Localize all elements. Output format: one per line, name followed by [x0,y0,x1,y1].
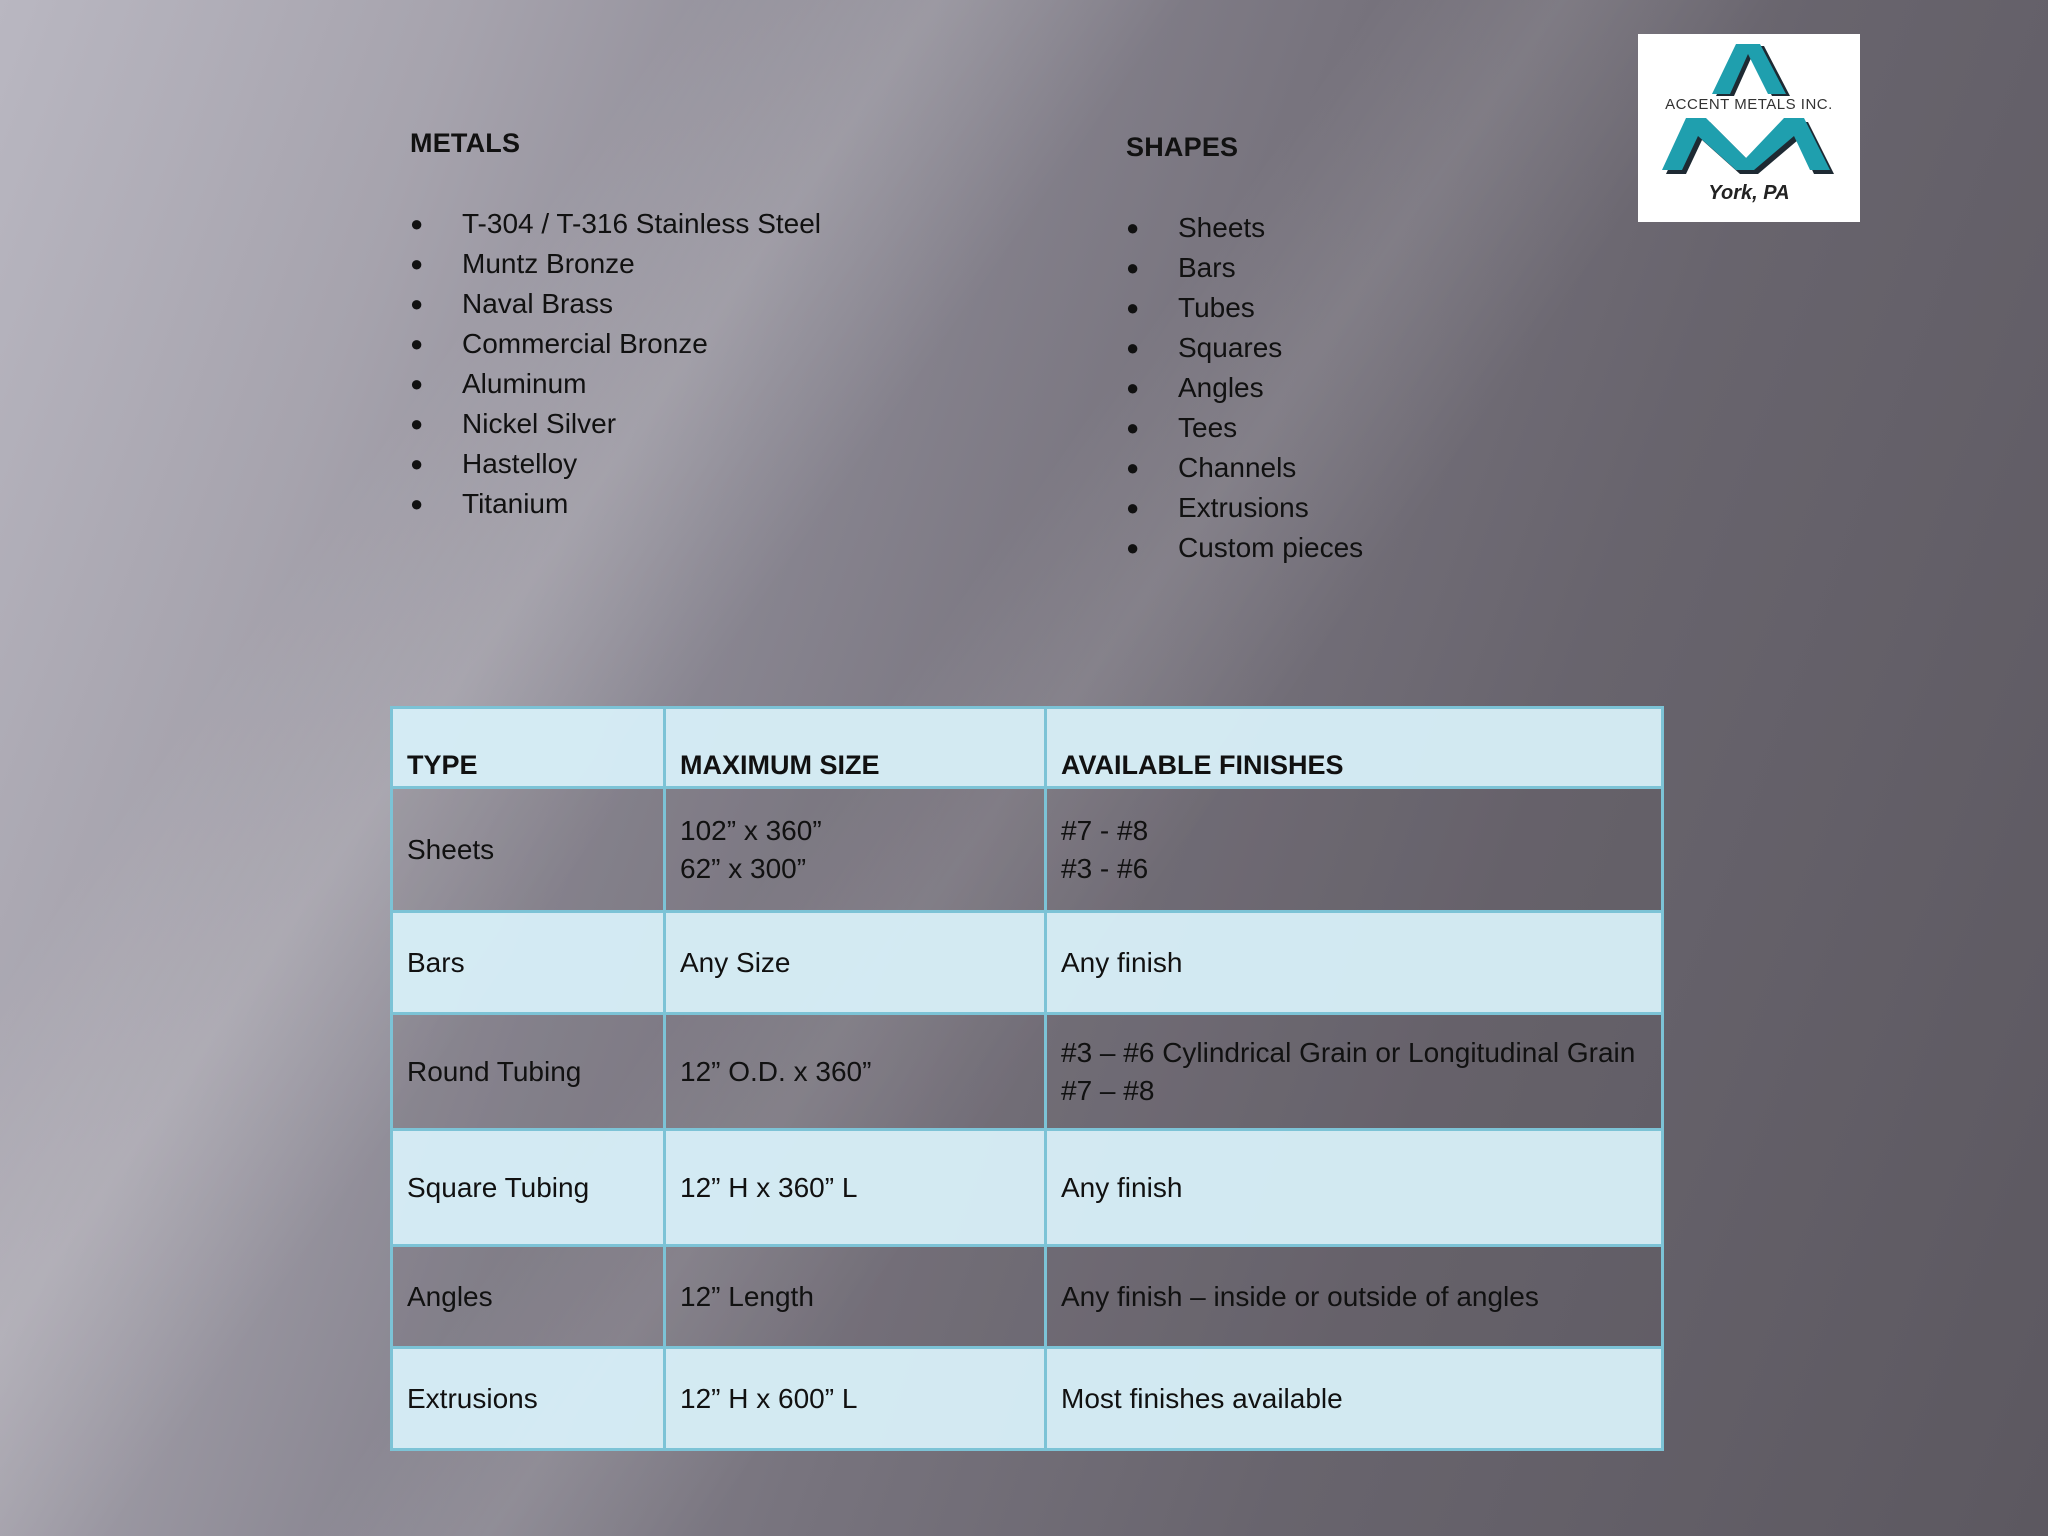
bullet-icon: ● [1126,455,1140,480]
column-header-maximum-size: MAXIMUM SIZE [665,708,1046,788]
bullet-icon: ● [1126,535,1140,560]
shape-name: Angles [1178,372,1264,403]
bullet-icon: ● [1126,215,1140,240]
list-item [1126,448,1363,488]
list-item [1126,368,1363,408]
cell-type: Square Tubing [392,1130,665,1246]
bullet-icon: ● [410,491,424,516]
list-item [1126,248,1363,288]
list-item [410,204,821,244]
cell-line: Any finish [1061,1171,1183,1203]
cell-finish [1046,912,1663,1014]
metal-name: Naval Brass [462,288,613,319]
table-row [392,1348,1663,1450]
cell-finish [1046,1348,1663,1450]
cell-type: Angles [392,1246,665,1348]
list-item [410,404,821,444]
cell-line: 12” O.D. x 360” [680,1055,872,1087]
cell-line: Any Size [680,946,791,978]
list-item [1126,488,1363,528]
list-item [1126,208,1363,248]
list-item [410,444,821,484]
cell-line: 102” x 360” [680,814,822,846]
bullet-icon: ● [410,371,424,396]
cell-line: #3 – #6 Cylindrical Grain or Longitudinal Grain [1061,1036,1636,1068]
shape-name: Bars [1178,252,1236,283]
column-header-available-finishes: AVAILABLE FINISHES [1046,708,1663,788]
specifications-table [390,706,1664,1451]
bullet-icon: ● [410,451,424,476]
shape-name: Extrusions [1178,492,1309,523]
cell-line: 12” H x 600” L [680,1382,858,1414]
bullet-icon: ● [410,251,424,276]
cell-size [665,788,1046,912]
cell-line: #7 – #8 [1061,1074,1155,1106]
list-item [410,484,821,524]
cell-size [665,1014,1046,1130]
list-item [410,284,821,324]
metal-name: Aluminum [462,368,587,399]
table-row [392,912,1663,1014]
cell-size [665,1130,1046,1246]
cell-line: #7 - #8 [1061,814,1149,846]
table-header-row [392,708,1663,788]
list-item [1126,328,1363,368]
cell-type: Extrusions [392,1348,665,1450]
table-row [392,1130,1663,1246]
cell-finish [1046,1130,1663,1246]
bullet-icon: ● [410,211,424,236]
cell-finish [1046,1246,1663,1348]
cell-type: Sheets [392,788,665,912]
column-header-type: TYPE [392,708,665,788]
metal-name: T-304 / T-316 Stainless Steel [462,208,822,239]
bullet-icon: ● [1126,335,1140,360]
metal-name: Hastelloy [462,448,578,479]
cell-line: 62” x 300” [680,852,807,884]
bullet-icon: ● [1126,495,1140,520]
shape-name: Squares [1178,332,1283,363]
table-row [392,1014,1663,1130]
cell-finish [1046,1014,1663,1130]
shape-name: Custom pieces [1178,532,1364,563]
shape-name: Sheets [1178,212,1266,243]
bullet-icon: ● [1126,415,1140,440]
cell-line: #3 - #6 [1061,852,1149,884]
metal-name: Commercial Bronze [462,328,708,359]
cell-finish [1046,788,1663,912]
list-item [1126,408,1363,448]
cell-line: Most finishes available [1061,1382,1343,1414]
cell-line: Any finish – inside or outside of angles [1061,1280,1539,1312]
bullet-icon: ● [1126,295,1140,320]
list-item [410,244,821,284]
shapes-heading: SHAPES [1126,132,1239,162]
metal-name: Titanium [462,488,569,519]
bullet-icon: ● [1126,375,1140,400]
table-row [392,788,1663,912]
cell-line: 12” Length [680,1280,814,1312]
shape-name: Channels [1178,452,1297,483]
cell-size [665,912,1046,1014]
shape-name: Tees [1178,412,1238,443]
company-logo [1638,34,1860,222]
metal-name: Muntz Bronze [462,248,635,279]
bullet-icon: ● [410,291,424,316]
table-row [392,1246,1663,1348]
bullet-icon: ● [410,411,424,436]
bullet-icon: ● [410,331,424,356]
list-item [410,324,821,364]
shapes-list [1126,208,1363,568]
cell-type: Round Tubing [392,1014,665,1130]
shape-name: Tubes [1178,292,1255,323]
cell-size [665,1246,1046,1348]
cell-size [665,1348,1046,1450]
metals-heading: METALS [410,128,521,158]
logo-company-name: ACCENT METALS INC. [1638,96,1860,113]
cell-type: Bars [392,912,665,1014]
list-item [1126,288,1363,328]
metal-name: Nickel Silver [462,408,617,439]
bullet-icon: ● [1126,255,1140,280]
logo-location: York, PA [1708,182,1790,204]
list-item [410,364,821,404]
cell-line: Any finish [1061,946,1183,978]
list-item [1126,528,1363,568]
metals-list [410,204,821,524]
cell-line: 12” H x 360” L [680,1171,858,1203]
